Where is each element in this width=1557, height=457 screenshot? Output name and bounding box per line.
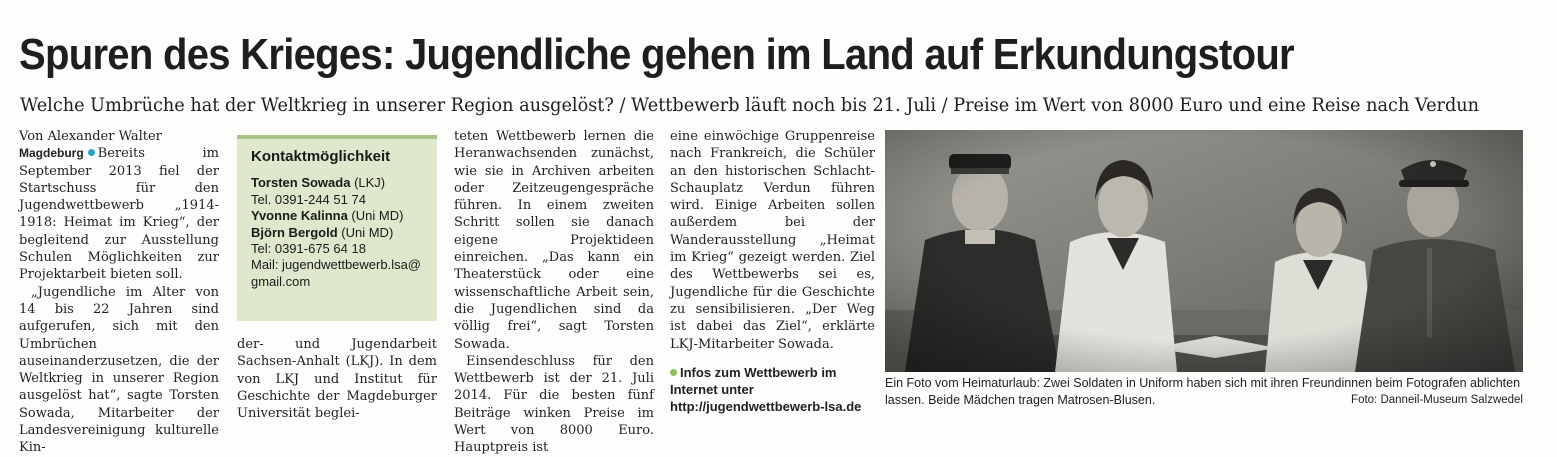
info-dot-icon [670, 369, 677, 376]
photo-credit: Foto: Danneil-Museum Salzwedel [1351, 393, 1523, 406]
contact-line [251, 225, 437, 241]
paragraph: „Jugendliche im Alter von 14 bis 22 Jahren sind aufgerufen, sich mit den Umbrüchen auseinanderzusetzen, die der Weltkrieg in unserer Region ausgelöst hat“, sagte Torsten Sowada, Mitarbeiter der Landesvereinigung kulturelle Kin- [19, 284, 219, 456]
paragraph [19, 145, 219, 283]
article-column-3 [454, 128, 654, 457]
contact-email: gmail.com [251, 273, 311, 289]
article-column-1 [19, 128, 219, 457]
byline: Von Alexander Walter [19, 129, 162, 144]
info-note [670, 364, 875, 416]
paragraph: eine einwöchige Gruppenreise nach Frankreich, die Schüler an den historischen Schlacht-Schauplatz Verdun führen wird. Einige Arbeiten sollen außerdem bei der Wanderausstellung „Heimat im Krieg“ gezeigt werden. Ziel des Wettbewerbs sei es, Jugendliche für die Geschichte zu sensibilisieren. „Der Weg ist dabei das Ziel“, erklärte LKJ-Mitarbeiter Sowada. [670, 129, 875, 352]
photo-caption [885, 375, 1523, 408]
paragraph: teten Wettbewerb lernen die Heranwachsenden zunächst, wie sie in Archiven arbeiten oder Zeitzeugengespräche führen. In einem zweiten Schritt sollen sie danach eigene Projektideen einreichen. „Das kann ein Theaterstück oder eine wissenschaftliche Arbeit sein, die Jugendlichen sind da völlig frei“, sagt Torsten Sowada. [454, 129, 654, 352]
headline: Spuren des Krieges: Jugendliche gehen im Land auf Erkundungstour [19, 30, 1294, 79]
contact-title: Kontaktmöglichkeit [251, 148, 391, 165]
historical-photo [885, 130, 1523, 372]
contact-name: Yvonne Kalinna [251, 208, 348, 224]
dateline: Magdeburg [19, 146, 84, 161]
paragraph-text: Bereits im September 2013 fiel der Startschuss für den Jugendwettbewerb „1914-1918: Heimat im Krieg“, der begleitend zur Ausstellung Schulen Möglichkeiten zur Projektarbeit bieten soll. [19, 146, 219, 283]
article-column-2 [237, 336, 437, 422]
contact-box [237, 135, 437, 321]
paragraph: der- und Jugendarbeit Sachsen-Anhalt (LKJ). In dem von LKJ und Institut für Geschichte der Magdeburger Universität beglei- [237, 337, 437, 422]
bullet-dot-icon [88, 149, 95, 156]
caption-text: Ein Foto vom Heimaturlaub: Zwei Soldaten in Uniform haben sich mit ihren Freundinnen beim Fotografen ablichten lassen. Beide Mädchen tragen Matrosen-Blusen. [885, 376, 1521, 407]
contact-line [251, 208, 437, 224]
contact-phone: Tel: 0391-675 64 18 [251, 241, 366, 257]
contact-name: Torsten Sowada [251, 175, 351, 191]
contact-name: Björn Bergold [251, 224, 338, 240]
contact-phone: Tel. 0391-244 51 74 [251, 191, 366, 207]
contact-email: Mail: jugendwettbewerb.lsa@ [251, 257, 422, 273]
info-text: Infos zum Wettbewerb im Internet unter http://jugendwettbewerb-lsa.de [670, 364, 862, 415]
photo-illustration [885, 130, 1523, 372]
article-column-4 [670, 128, 875, 416]
contact-org: (LKJ) [350, 175, 386, 191]
subheadline: Welche Umbrüche hat der Weltkrieg in unserer Region ausgelöst? / Wettbewerb läuft noch bis 21. Juli / Preise im Wert von 8000 Euro und eine Reise nach Verdun [20, 94, 1480, 116]
contact-org: (Uni MD) [337, 224, 394, 240]
paragraph: Einsendeschluss für den Wettbewerb ist der 21. Juli 2014. Für die besten fünf Beiträge winken Preise im Wert von 8000 Euro. Hauptpreis ist [454, 353, 654, 456]
contact-org: (Uni MD) [347, 208, 404, 224]
contact-line [251, 175, 437, 191]
